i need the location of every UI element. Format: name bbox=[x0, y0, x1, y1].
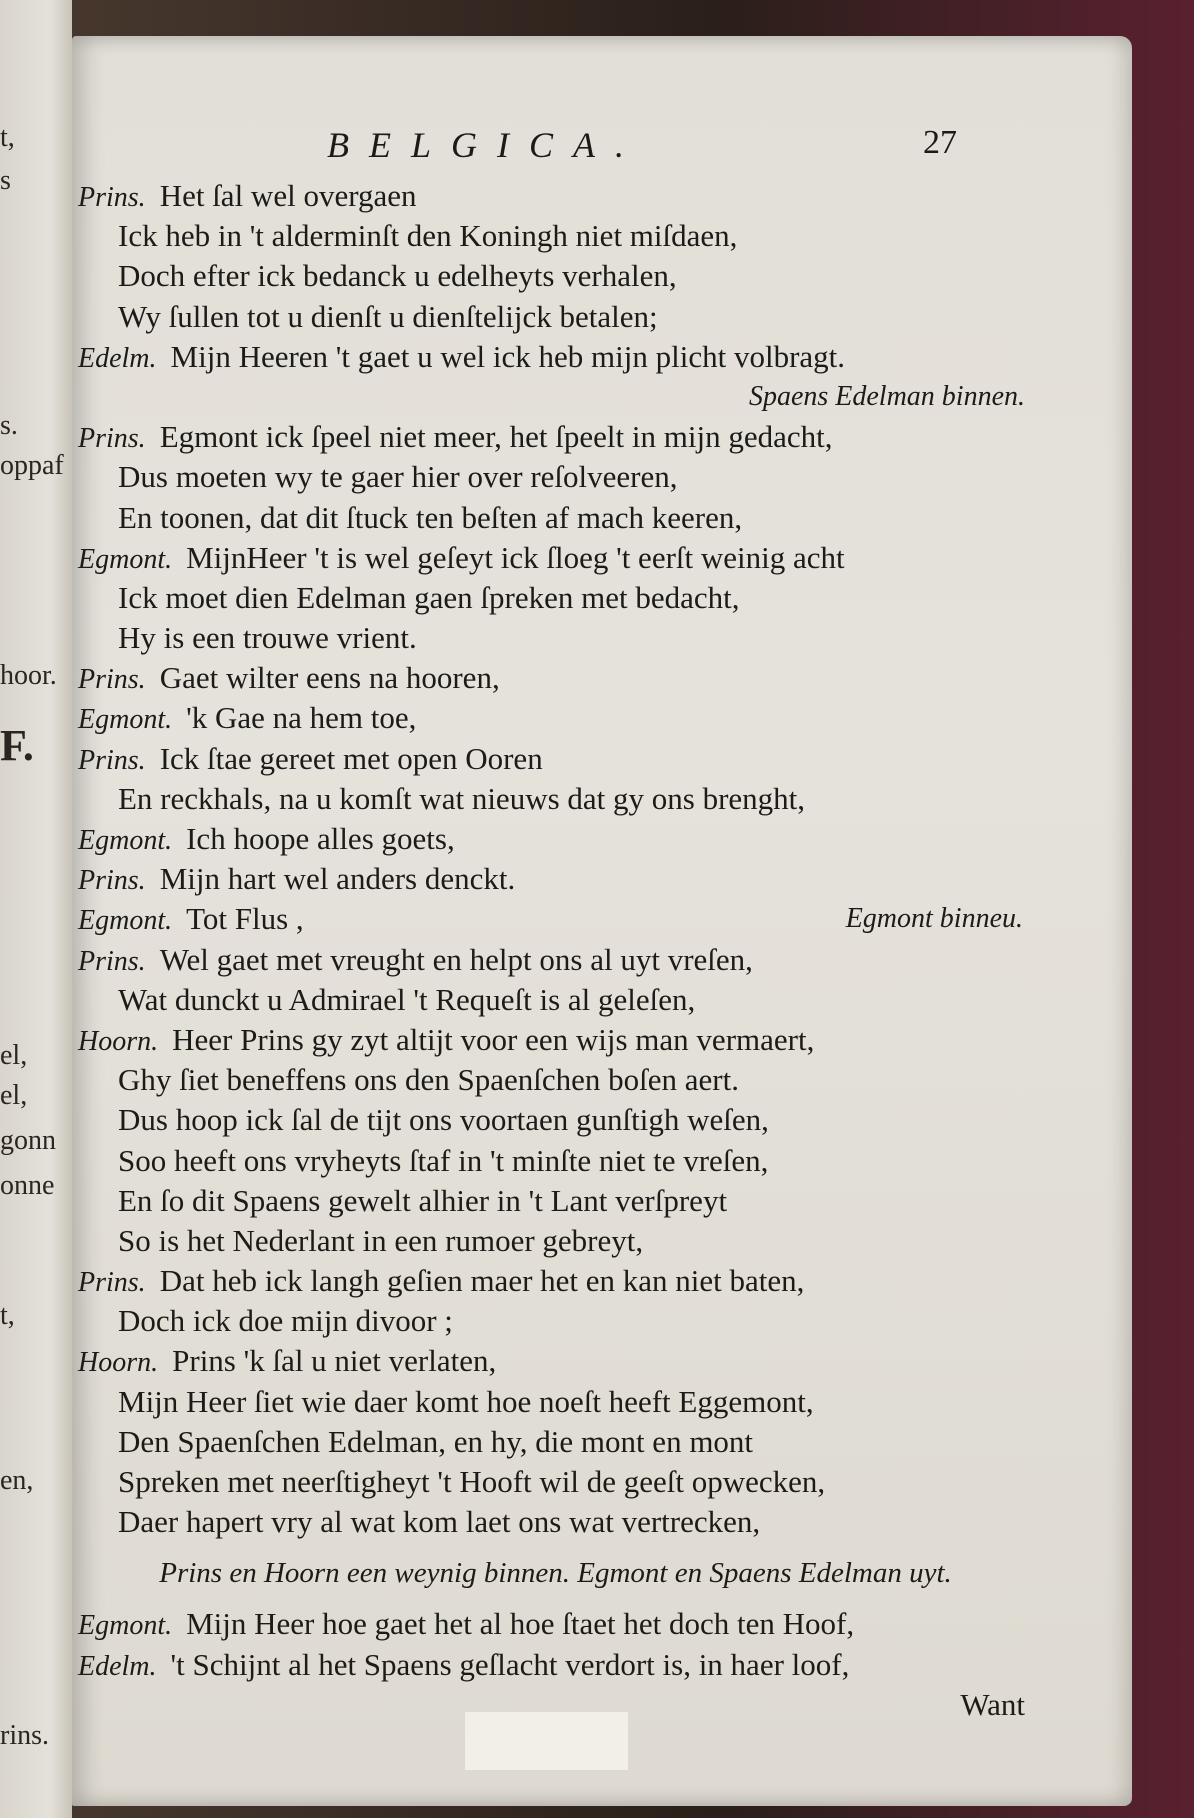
verse-text: En reckhals, na u komſt wat nieuws dat gy ons brenght, bbox=[118, 780, 806, 816]
left-page-fragment: rins. bbox=[0, 1720, 49, 1751]
left-page-fragment: el, bbox=[0, 1040, 28, 1071]
running-title: BELGICA. bbox=[327, 125, 644, 165]
left-page-fragment: oppaf bbox=[0, 450, 64, 481]
verse-text: Den Spaenſchen Edelman, en hy, die mont en mont bbox=[118, 1423, 754, 1459]
verse-text: Spreken met neerſtigheyt 't Hooft wil de geeſt opwecken, bbox=[118, 1464, 826, 1499]
verse-text: Het ſal wel overgaen bbox=[159, 178, 417, 213]
speaker-name: Prins. bbox=[78, 423, 146, 455]
verse-text: Ick ſtae gereet met open Ooren bbox=[159, 740, 543, 776]
verse-line bbox=[78, 457, 1033, 497]
verse-line bbox=[78, 297, 1033, 337]
left-page-fragment: t, bbox=[0, 1300, 15, 1331]
verse-line bbox=[78, 337, 1033, 377]
verse-text: Doch ick doe mijn divoor ; bbox=[118, 1303, 453, 1339]
verse-line bbox=[78, 256, 1033, 296]
speaker-name: Egmont. bbox=[78, 1610, 173, 1642]
speaker-name: Prins. bbox=[78, 945, 146, 977]
verse-line bbox=[78, 779, 1033, 819]
page-header bbox=[72, 124, 1132, 174]
verse-text: Mijn Heer hoe gaet het al hoe ſtaet het doch ten Hoof, bbox=[186, 1606, 855, 1642]
verse-text: Wel gaet met vreught en helpt ons al uyt vreſen, bbox=[159, 941, 753, 977]
verse-line bbox=[78, 1261, 1033, 1301]
left-page-fragment: s bbox=[0, 165, 11, 196]
speaker-name: Prins. bbox=[78, 182, 146, 213]
verse-line bbox=[78, 1422, 1033, 1462]
left-page-fragment: onne bbox=[0, 1170, 55, 1201]
verse-line bbox=[78, 498, 1033, 538]
verse-text: Ick moet dien Edelman gaen ſpreken met bedacht, bbox=[118, 579, 740, 615]
verse-line bbox=[78, 859, 1033, 899]
verse-text: Daer hapert vry al wat kom laet ons wat vertrecken, bbox=[118, 1504, 761, 1540]
verse-line bbox=[78, 698, 1033, 738]
speaker-name: Prins. bbox=[78, 744, 146, 776]
verse-line bbox=[78, 1382, 1033, 1422]
verse-text: Soo heeft ons vryheyts ſtaf in 't minſte niet te vreſen, bbox=[118, 1142, 769, 1178]
verse-line bbox=[78, 1221, 1033, 1261]
verse-text: En ſo dit Spaens gewelt alhier in 't Lant verſpreyt bbox=[118, 1182, 728, 1218]
verse-text: Tot Flus , bbox=[186, 901, 304, 937]
verse-text: Ick heb in 't alderminſt den Koningh niet miſdaen, bbox=[118, 218, 738, 254]
verse-line bbox=[78, 1604, 1033, 1644]
verse-line bbox=[78, 176, 1033, 216]
verse-text: Egmont ick ſpeel niet meer, het ſpeelt in mijn gedacht, bbox=[159, 419, 833, 455]
left-page-fragment: t, bbox=[0, 122, 15, 153]
left-page-fragment: hoor. bbox=[0, 660, 57, 691]
verse-line bbox=[78, 980, 1033, 1020]
verse-text: Dus hoop ick ſal de tijt ons voortaen gunſtigh weſen, bbox=[118, 1102, 769, 1138]
left-page-edge bbox=[0, 0, 72, 1818]
verse-text: Ghy ſiet beneffens ons den Spaenſchen boſen aert. bbox=[118, 1062, 739, 1098]
verse-line bbox=[78, 1341, 1033, 1381]
verse-text: Mijn Heer ſiet wie daer komt hoe noeſt heeft Eggemont, bbox=[118, 1383, 814, 1419]
verse-line bbox=[78, 578, 1033, 618]
verse-line bbox=[78, 1502, 1033, 1542]
verse-line bbox=[78, 216, 1033, 256]
verse-line bbox=[78, 538, 1033, 578]
verse-text: Doch efter ick bedanck u edelheyts verhalen, bbox=[118, 258, 677, 294]
verse-line bbox=[78, 417, 1033, 457]
verse-text: Heer Prins gy zyt altijt voor een wijs man vermaert, bbox=[172, 1021, 815, 1057]
left-page-fragment: el, bbox=[0, 1080, 28, 1111]
speaker-name: Hoorn. bbox=[78, 1025, 159, 1057]
left-page-fragment: en, bbox=[0, 1465, 34, 1496]
verse-line bbox=[78, 1060, 1033, 1100]
verse-text: Wat dunckt u Admirael 't Requeſt is al geleſen, bbox=[118, 981, 696, 1017]
verse-text: So is het Nederlant in een rumoer gebreyt, bbox=[118, 1222, 644, 1258]
stage-direction: Prins en Hoorn een weynig binnen. Egmont en Spaens Edelman uyt. bbox=[159, 1557, 952, 1590]
verse-text: 't Schijnt al het Spaens geſlacht verdort is, in haer loof, bbox=[170, 1646, 850, 1682]
verse-text: Dus moeten wy te gaer hier over reſolveeren, bbox=[118, 459, 678, 495]
verse-line bbox=[78, 819, 1033, 859]
verse-text: Dat heb ick langh geſien maer het en kan niet baten, bbox=[159, 1263, 805, 1299]
speaker-name: Egmont. bbox=[78, 543, 173, 575]
verse-line bbox=[78, 940, 1033, 980]
page-number: 27 bbox=[923, 124, 957, 161]
paper-label-patch bbox=[465, 1712, 628, 1770]
verse-text: Prins 'k ſal u niet verlaten, bbox=[172, 1343, 497, 1379]
book-page bbox=[72, 36, 1132, 1806]
speaker-name: Edelm. bbox=[78, 1650, 157, 1682]
speaker-name: Egmont. bbox=[78, 825, 173, 856]
verse-line bbox=[78, 1645, 1033, 1685]
verse-line bbox=[78, 1462, 1033, 1502]
verse-text: En toonen, dat dit ſtuck ten beſten af mach keeren, bbox=[118, 499, 743, 535]
verse-text: Mijn hart wel anders denckt. bbox=[159, 861, 516, 897]
left-page-fragment: s. bbox=[0, 410, 18, 441]
verse-text: Ich hoope alles goets, bbox=[186, 821, 455, 856]
left-page-fragment: gonn bbox=[0, 1125, 56, 1156]
speaker-name: Prins. bbox=[78, 865, 146, 897]
verse-text: Hy is een trouwe vrient. bbox=[118, 620, 417, 656]
speaker-name: Prins. bbox=[78, 1267, 146, 1299]
stage-direction: Spaens Edelman binnen. bbox=[748, 380, 1025, 412]
verse-line bbox=[78, 658, 1033, 698]
speaker-name: Edelm. bbox=[78, 342, 157, 374]
speaker-name: Egmont. bbox=[78, 704, 173, 736]
verse-line bbox=[78, 618, 1033, 658]
speaker-name: Egmont. bbox=[78, 905, 173, 937]
play-text bbox=[78, 176, 1033, 1725]
verse-line bbox=[78, 1100, 1033, 1140]
left-page-fragment: F. bbox=[0, 721, 34, 770]
speaker-name: Hoorn. bbox=[78, 1347, 159, 1379]
verse-line bbox=[78, 1141, 1033, 1181]
verse-line bbox=[78, 1301, 1033, 1341]
verse-line bbox=[78, 1181, 1033, 1221]
verse-text: 'k Gae na hem toe, bbox=[186, 700, 417, 736]
verse-text: Gaet wilter eens na hooren, bbox=[159, 660, 500, 696]
verse-line bbox=[78, 899, 1033, 939]
verse-line bbox=[78, 739, 1033, 779]
speaker-name: Prins. bbox=[78, 664, 146, 696]
verse-text: Mijn Heeren 't gaet u wel ick heb mijn plicht volbragt. bbox=[170, 338, 846, 374]
stage-direction: Egmont binneu. bbox=[845, 903, 1023, 935]
catchword: Want bbox=[960, 1686, 1025, 1722]
verse-text: Wy ſullen tot u dienſt u dienſtelijck betalen; bbox=[118, 298, 658, 334]
verse-line bbox=[78, 1020, 1033, 1060]
verse-text: MijnHeer 't is wel geſeyt ick ſloeg 't eerſt weinig acht bbox=[186, 539, 845, 575]
